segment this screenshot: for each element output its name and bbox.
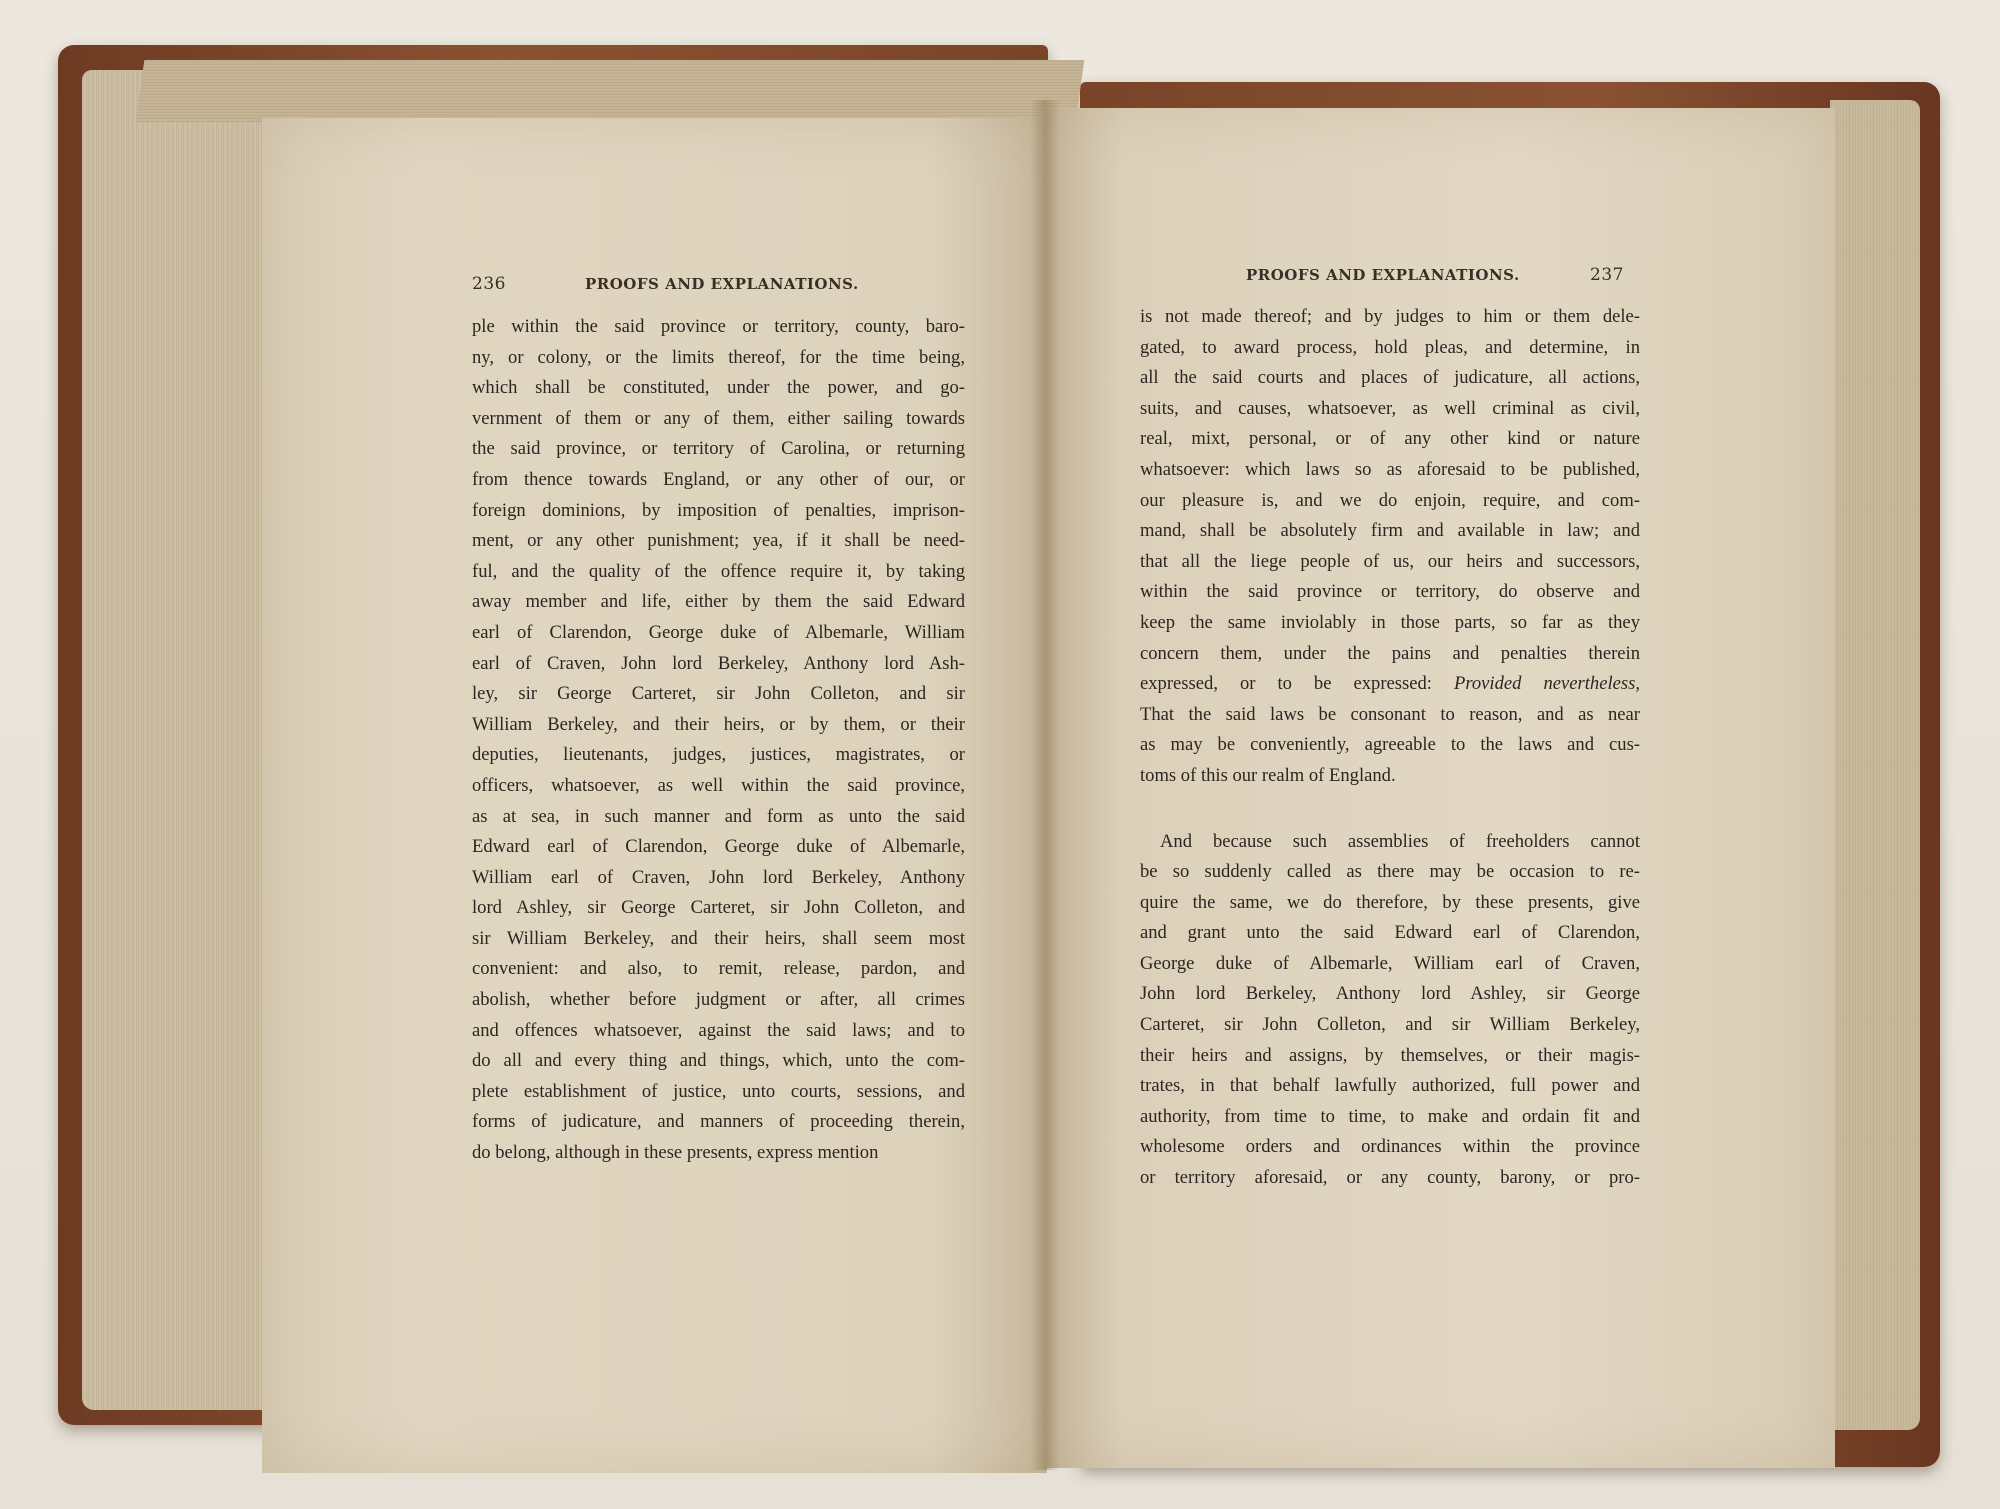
text-line: Edward earl of Clarendon, George duke of Albemarle,	[472, 836, 965, 858]
text-line: toms of this our realm of England.	[1140, 764, 1396, 786]
text-line: ny, or colony, or the limits thereof, for the time being,	[472, 346, 965, 368]
text-line: the said province, or territory of Carolina, or returning	[472, 438, 965, 460]
text-line: do belong, although in these presents, express mention	[472, 1142, 879, 1164]
text-line: ful, and the quality of the offence require it, by taking	[472, 560, 965, 582]
text-line: which shall be constituted, under the power, and go-	[472, 377, 965, 399]
page-block-edge-right	[1830, 100, 1920, 1430]
text-line: Carteret, sir John Colleton, and sir William Berkeley,	[1140, 1014, 1640, 1036]
text-line: deputies, lieutenants, judges, justices, magistrates, or	[472, 744, 965, 766]
text-line: William Berkeley, and their heirs, or by them, or their	[472, 713, 965, 735]
text-line: real, mixt, personal, or of any other kind or nature	[1140, 428, 1640, 450]
text-line: That the said laws be consonant to reason, and as near	[1140, 703, 1640, 725]
text-line: whatsoever: which laws so as aforesaid to be published,	[1140, 458, 1640, 480]
text-line: John lord Berkeley, Anthony lord Ashley, sir George	[1140, 983, 1640, 1005]
text-line: vernment of them or any of them, either sailing towards	[472, 407, 965, 429]
left-page-number: 236	[472, 274, 506, 294]
text-line: George duke of Albemarle, William earl of Craven,	[1140, 952, 1640, 974]
text-line: plete establishment of justice, unto courts, sessions, and	[472, 1080, 965, 1102]
text-line: as may be conveniently, agreeable to the laws and cus-	[1140, 734, 1640, 756]
right-page-number: 237	[1590, 265, 1624, 285]
book-gutter	[1030, 100, 1060, 1470]
text-line: suits, and causes, whatsoever, as well criminal as civil,	[1140, 397, 1640, 419]
text-line: is not made thereof; and by judges to him or them dele-	[1140, 306, 1640, 327]
text-line: lord Ashley, sir George Carteret, sir John Colleton, and	[472, 897, 965, 919]
left-running-head: PROOFS AND EXPLANATIONS.	[585, 275, 859, 293]
text-line: earl of Craven, John lord Berkeley, Anthony lord Ash-	[472, 652, 965, 674]
text-line: their heirs and assigns, by themselves, or their magis-	[1140, 1044, 1640, 1066]
text-line: trates, in that behalf lawfully authorized, full power and	[1140, 1075, 1640, 1097]
text-line: or territory aforesaid, or any county, barony, or pro-	[1140, 1167, 1640, 1189]
text-line: that all the liege people of us, our heirs and successors,	[1140, 550, 1640, 572]
text-line: our pleasure is, and we do enjoin, require, and com-	[1140, 489, 1640, 511]
text-line: all the said courts and places of judicature, all actions,	[1140, 367, 1640, 389]
italic-text-run: Provided nevertheless,	[1453, 673, 1640, 695]
text-line: convenient: and also, to remit, release, pardon, and	[472, 958, 965, 980]
text-line: quire the same, we do therefore, by these presents, give	[1140, 891, 1640, 913]
text-line: officers, whatsoever, as well within the said province,	[472, 774, 965, 796]
right-running-head: PROOFS AND EXPLANATIONS.	[1246, 266, 1520, 284]
text-run: expressed, or to be expressed:	[1140, 673, 1454, 695]
text-line: mand, shall be absolutely firm and available in law; and	[1140, 520, 1640, 542]
left-page-body	[472, 312, 965, 1169]
text-line: away member and life, either by them the said Edward	[472, 591, 965, 613]
page-block-edge-left	[82, 70, 272, 1410]
text-line: be so suddenly called as there may be occasion to re-	[1140, 861, 1640, 883]
text-line: wholesome orders and ordinances within the province	[1140, 1136, 1640, 1158]
text-line: abolish, whether before judgment or after, all crimes	[472, 989, 965, 1011]
paragraph-gap	[1140, 792, 1640, 827]
page-block-edge-top	[136, 60, 1085, 122]
text-line: do all and every thing and things, which, unto the com-	[472, 1050, 965, 1072]
text-line: sir William Berkeley, and their heirs, shall seem most	[472, 927, 965, 949]
text-line: forms of judicature, and manners of proceeding therein,	[472, 1111, 965, 1133]
text-line: And because such assemblies of freeholders cannot	[1160, 830, 1640, 852]
text-line: authority, from time to time, to make and ordain fit and	[1140, 1105, 1640, 1127]
text-line: William earl of Craven, John lord Berkeley, Anthony	[472, 866, 965, 888]
text-line: and grant unto the said Edward earl of Clarendon,	[1140, 922, 1640, 944]
text-line: and offences whatsoever, against the said laws; and to	[472, 1019, 965, 1041]
text-line: keep the same inviolably in those parts, so far as they	[1140, 611, 1640, 633]
text-line: ple within the said province or territory, county, baro-	[472, 316, 965, 337]
text-line: foreign dominions, by imposition of penalties, imprison-	[472, 499, 965, 521]
text-line: as at sea, in such manner and form as unto the said	[472, 805, 965, 827]
text-line: earl of Clarendon, George duke of Albemarle, William	[472, 621, 965, 643]
text-line: from thence towards England, or any other of our, or	[472, 468, 965, 490]
text-line: ment, or any other punishment; yea, if it shall be need-	[472, 530, 965, 552]
text-line: within the said province or territory, do observe and	[1140, 581, 1640, 603]
text-line	[1140, 669, 1640, 700]
text-line: gated, to award process, hold pleas, and determine, in	[1140, 336, 1640, 358]
text-line: concern them, under the pains and penalties therein	[1140, 642, 1640, 664]
text-line: ley, sir George Carteret, sir John Colleton, and sir	[472, 683, 965, 705]
right-page-body	[1140, 302, 1640, 1194]
